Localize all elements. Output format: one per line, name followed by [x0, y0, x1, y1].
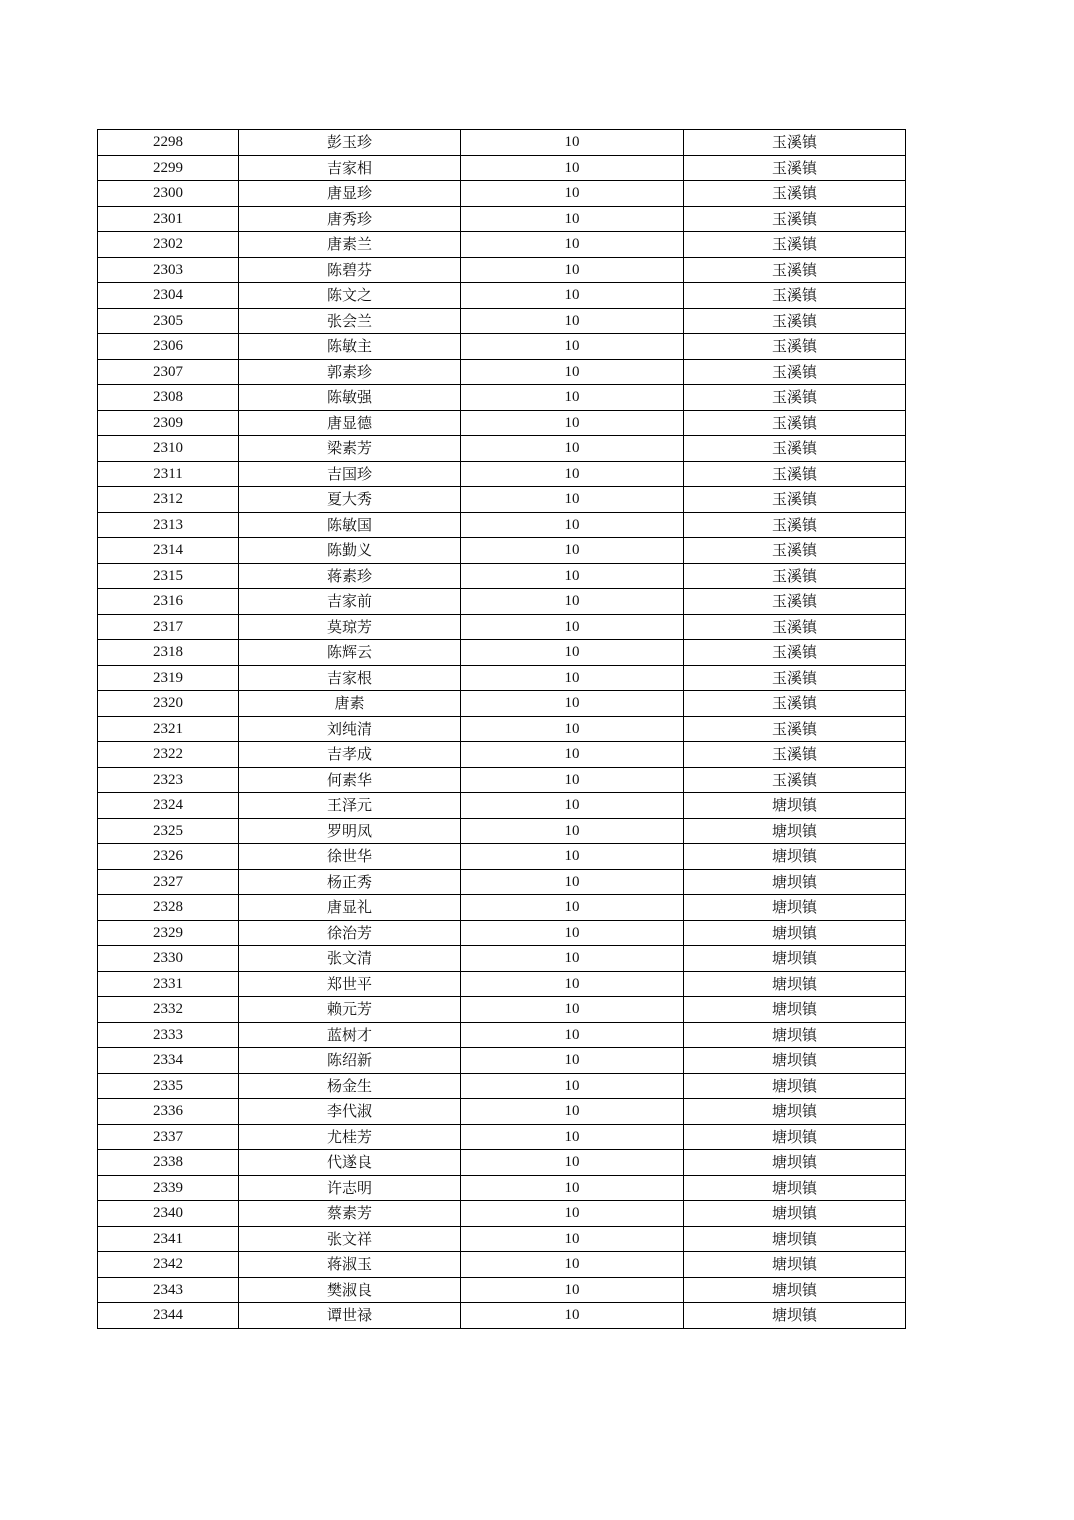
- name-cell: 何素华: [239, 767, 461, 793]
- table-row: [98, 359, 906, 385]
- name-cell: 陈勤义: [239, 538, 461, 564]
- amount-cell: 10: [461, 1124, 684, 1150]
- name-cell: 蓝树才: [239, 1022, 461, 1048]
- town-cell: 塘坝镇: [684, 844, 906, 870]
- name-cell: 吉孝成: [239, 742, 461, 768]
- amount-cell: 10: [461, 334, 684, 360]
- amount-cell: 10: [461, 946, 684, 972]
- amount-cell: 10: [461, 1201, 684, 1227]
- amount-cell: 10: [461, 971, 684, 997]
- town-cell: 塘坝镇: [684, 1277, 906, 1303]
- name-cell: 吉家根: [239, 665, 461, 691]
- table-row: [98, 844, 906, 870]
- town-cell: 塘坝镇: [684, 1252, 906, 1278]
- town-cell: 玉溪镇: [684, 181, 906, 207]
- amount-cell: 10: [461, 1073, 684, 1099]
- record-number-cell: 2342: [98, 1252, 239, 1278]
- town-cell: 塘坝镇: [684, 946, 906, 972]
- amount-cell: 10: [461, 1303, 684, 1329]
- amount-cell: 10: [461, 1150, 684, 1176]
- name-cell: 郭素珍: [239, 359, 461, 385]
- amount-cell: 10: [461, 844, 684, 870]
- amount-cell: 10: [461, 385, 684, 411]
- name-cell: 蒋素珍: [239, 563, 461, 589]
- record-number-cell: 2330: [98, 946, 239, 972]
- table-row: [98, 1099, 906, 1125]
- name-cell: 唐素兰: [239, 232, 461, 258]
- table-row: [98, 334, 906, 360]
- name-cell: 彭玉珍: [239, 130, 461, 156]
- table-row: [98, 512, 906, 538]
- town-cell: 塘坝镇: [684, 895, 906, 921]
- record-number-cell: 2344: [98, 1303, 239, 1329]
- table-row: [98, 1048, 906, 1074]
- name-cell: 刘纯清: [239, 716, 461, 742]
- record-number-cell: 2341: [98, 1226, 239, 1252]
- record-number-cell: 2337: [98, 1124, 239, 1150]
- record-number-cell: 2343: [98, 1277, 239, 1303]
- amount-cell: 10: [461, 181, 684, 207]
- table-row: [98, 1150, 906, 1176]
- name-cell: 陈绍新: [239, 1048, 461, 1074]
- record-number-cell: 2329: [98, 920, 239, 946]
- record-number-cell: 2312: [98, 487, 239, 513]
- table-row: [98, 563, 906, 589]
- record-number-cell: 2335: [98, 1073, 239, 1099]
- record-number-cell: 2299: [98, 155, 239, 181]
- table-row: [98, 1022, 906, 1048]
- name-cell: 唐秀珍: [239, 206, 461, 232]
- town-cell: 玉溪镇: [684, 385, 906, 411]
- amount-cell: 10: [461, 1175, 684, 1201]
- table-row: [98, 410, 906, 436]
- amount-cell: 10: [461, 614, 684, 640]
- name-cell: 郑世平: [239, 971, 461, 997]
- amount-cell: 10: [461, 487, 684, 513]
- record-number-cell: 2318: [98, 640, 239, 666]
- name-cell: 莫琼芳: [239, 614, 461, 640]
- table-row: [98, 436, 906, 462]
- name-cell: 夏大秀: [239, 487, 461, 513]
- table-row: [98, 920, 906, 946]
- name-cell: 李代淑: [239, 1099, 461, 1125]
- amount-cell: 10: [461, 665, 684, 691]
- amount-cell: 10: [461, 308, 684, 334]
- town-cell: 玉溪镇: [684, 461, 906, 487]
- amount-cell: 10: [461, 895, 684, 921]
- record-number-cell: 2317: [98, 614, 239, 640]
- table-row: [98, 308, 906, 334]
- record-number-cell: 2301: [98, 206, 239, 232]
- town-cell: 玉溪镇: [684, 257, 906, 283]
- town-cell: 玉溪镇: [684, 283, 906, 309]
- record-number-cell: 2306: [98, 334, 239, 360]
- town-cell: 玉溪镇: [684, 640, 906, 666]
- name-cell: 陈文之: [239, 283, 461, 309]
- town-cell: 塘坝镇: [684, 1124, 906, 1150]
- town-cell: 玉溪镇: [684, 538, 906, 564]
- table-row: [98, 130, 906, 156]
- name-cell: 陈敏国: [239, 512, 461, 538]
- amount-cell: 10: [461, 1048, 684, 1074]
- amount-cell: 10: [461, 997, 684, 1023]
- record-number-cell: 2327: [98, 869, 239, 895]
- town-cell: 塘坝镇: [684, 818, 906, 844]
- town-cell: 玉溪镇: [684, 359, 906, 385]
- name-cell: 蔡素芳: [239, 1201, 461, 1227]
- name-cell: 蒋淑玉: [239, 1252, 461, 1278]
- name-cell: 唐显德: [239, 410, 461, 436]
- town-cell: 塘坝镇: [684, 1175, 906, 1201]
- record-number-cell: 2336: [98, 1099, 239, 1125]
- name-cell: 张会兰: [239, 308, 461, 334]
- town-cell: 塘坝镇: [684, 1099, 906, 1125]
- amount-cell: 10: [461, 538, 684, 564]
- town-cell: 塘坝镇: [684, 1226, 906, 1252]
- name-cell: 赖元芳: [239, 997, 461, 1023]
- record-number-cell: 2338: [98, 1150, 239, 1176]
- name-cell: 唐素: [239, 691, 461, 717]
- table-row: [98, 1175, 906, 1201]
- town-cell: 塘坝镇: [684, 1303, 906, 1329]
- table-row: [98, 1277, 906, 1303]
- name-cell: 陈辉云: [239, 640, 461, 666]
- name-cell: 张文祥: [239, 1226, 461, 1252]
- town-cell: 玉溪镇: [684, 487, 906, 513]
- town-cell: 玉溪镇: [684, 665, 906, 691]
- name-cell: 罗明凤: [239, 818, 461, 844]
- record-number-cell: 2322: [98, 742, 239, 768]
- table-row: [98, 818, 906, 844]
- table-row: [98, 1201, 906, 1227]
- town-cell: 玉溪镇: [684, 614, 906, 640]
- amount-cell: 10: [461, 793, 684, 819]
- record-number-cell: 2314: [98, 538, 239, 564]
- amount-cell: 10: [461, 130, 684, 156]
- amount-cell: 10: [461, 155, 684, 181]
- amount-cell: 10: [461, 589, 684, 615]
- table-row: [98, 538, 906, 564]
- name-cell: 陈敏主: [239, 334, 461, 360]
- town-cell: 玉溪镇: [684, 155, 906, 181]
- town-cell: 塘坝镇: [684, 1201, 906, 1227]
- amount-cell: 10: [461, 563, 684, 589]
- amount-cell: 10: [461, 359, 684, 385]
- table-row: [98, 589, 906, 615]
- name-cell: 吉国珍: [239, 461, 461, 487]
- table-row: [98, 181, 906, 207]
- amount-cell: 10: [461, 767, 684, 793]
- town-cell: 塘坝镇: [684, 971, 906, 997]
- amount-cell: 10: [461, 818, 684, 844]
- table-row: [98, 257, 906, 283]
- town-cell: 玉溪镇: [684, 691, 906, 717]
- name-cell: 唐显珍: [239, 181, 461, 207]
- name-cell: 尤桂芳: [239, 1124, 461, 1150]
- table-row: [98, 385, 906, 411]
- name-cell: 徐世华: [239, 844, 461, 870]
- name-cell: 樊淑良: [239, 1277, 461, 1303]
- table-row: [98, 997, 906, 1023]
- amount-cell: 10: [461, 283, 684, 309]
- name-cell: 杨正秀: [239, 869, 461, 895]
- amount-cell: 10: [461, 206, 684, 232]
- record-number-cell: 2320: [98, 691, 239, 717]
- table-row: [98, 1073, 906, 1099]
- record-number-cell: 2305: [98, 308, 239, 334]
- town-cell: 塘坝镇: [684, 1150, 906, 1176]
- table-row: [98, 767, 906, 793]
- record-number-cell: 2339: [98, 1175, 239, 1201]
- name-cell: 代遂良: [239, 1150, 461, 1176]
- records-table: [97, 129, 906, 1329]
- table-row: [98, 716, 906, 742]
- record-number-cell: 2333: [98, 1022, 239, 1048]
- record-number-cell: 2310: [98, 436, 239, 462]
- record-number-cell: 2300: [98, 181, 239, 207]
- record-number-cell: 2313: [98, 512, 239, 538]
- record-number-cell: 2340: [98, 1201, 239, 1227]
- table-row: [98, 1252, 906, 1278]
- amount-cell: 10: [461, 1022, 684, 1048]
- town-cell: 玉溪镇: [684, 563, 906, 589]
- record-number-cell: 2308: [98, 385, 239, 411]
- record-number-cell: 2334: [98, 1048, 239, 1074]
- town-cell: 玉溪镇: [684, 436, 906, 462]
- table-row: [98, 232, 906, 258]
- town-cell: 玉溪镇: [684, 512, 906, 538]
- table-row: [98, 665, 906, 691]
- table-row: [98, 640, 906, 666]
- name-cell: 陈碧芬: [239, 257, 461, 283]
- record-number-cell: 2326: [98, 844, 239, 870]
- town-cell: 塘坝镇: [684, 793, 906, 819]
- town-cell: 玉溪镇: [684, 334, 906, 360]
- record-number-cell: 2321: [98, 716, 239, 742]
- table-row: [98, 614, 906, 640]
- name-cell: 梁素芳: [239, 436, 461, 462]
- record-number-cell: 2311: [98, 461, 239, 487]
- table-row: [98, 487, 906, 513]
- record-number-cell: 2304: [98, 283, 239, 309]
- town-cell: 玉溪镇: [684, 206, 906, 232]
- record-number-cell: 2302: [98, 232, 239, 258]
- amount-cell: 10: [461, 1252, 684, 1278]
- table-row: [98, 946, 906, 972]
- town-cell: 玉溪镇: [684, 742, 906, 768]
- table-row: [98, 206, 906, 232]
- record-number-cell: 2332: [98, 997, 239, 1023]
- town-cell: 塘坝镇: [684, 1073, 906, 1099]
- table-row: [98, 1226, 906, 1252]
- town-cell: 塘坝镇: [684, 1048, 906, 1074]
- town-cell: 塘坝镇: [684, 920, 906, 946]
- amount-cell: 10: [461, 1277, 684, 1303]
- table-row: [98, 155, 906, 181]
- amount-cell: 10: [461, 232, 684, 258]
- table-row: [98, 461, 906, 487]
- record-number-cell: 2319: [98, 665, 239, 691]
- record-number-cell: 2307: [98, 359, 239, 385]
- record-number-cell: 2316: [98, 589, 239, 615]
- record-number-cell: 2325: [98, 818, 239, 844]
- amount-cell: 10: [461, 436, 684, 462]
- name-cell: 谭世禄: [239, 1303, 461, 1329]
- name-cell: 许志明: [239, 1175, 461, 1201]
- table-row: [98, 971, 906, 997]
- town-cell: 玉溪镇: [684, 232, 906, 258]
- name-cell: 陈敏强: [239, 385, 461, 411]
- table-row: [98, 1303, 906, 1329]
- record-number-cell: 2323: [98, 767, 239, 793]
- amount-cell: 10: [461, 691, 684, 717]
- amount-cell: 10: [461, 742, 684, 768]
- table-row: [98, 793, 906, 819]
- town-cell: 玉溪镇: [684, 308, 906, 334]
- town-cell: 塘坝镇: [684, 1022, 906, 1048]
- name-cell: 吉家相: [239, 155, 461, 181]
- amount-cell: 10: [461, 640, 684, 666]
- record-number-cell: 2324: [98, 793, 239, 819]
- table-row: [98, 283, 906, 309]
- records-table-body: [98, 130, 906, 1329]
- amount-cell: 10: [461, 1099, 684, 1125]
- amount-cell: 10: [461, 716, 684, 742]
- name-cell: 王泽元: [239, 793, 461, 819]
- table-row: [98, 742, 906, 768]
- name-cell: 杨金生: [239, 1073, 461, 1099]
- amount-cell: 10: [461, 869, 684, 895]
- name-cell: 唐显礼: [239, 895, 461, 921]
- name-cell: 徐治芳: [239, 920, 461, 946]
- amount-cell: 10: [461, 512, 684, 538]
- amount-cell: 10: [461, 410, 684, 436]
- table-row: [98, 691, 906, 717]
- town-cell: 玉溪镇: [684, 716, 906, 742]
- amount-cell: 10: [461, 1226, 684, 1252]
- town-cell: 塘坝镇: [684, 869, 906, 895]
- record-number-cell: 2328: [98, 895, 239, 921]
- name-cell: 吉家前: [239, 589, 461, 615]
- table-row: [98, 1124, 906, 1150]
- table-row: [98, 869, 906, 895]
- amount-cell: 10: [461, 920, 684, 946]
- town-cell: 塘坝镇: [684, 997, 906, 1023]
- record-number-cell: 2309: [98, 410, 239, 436]
- amount-cell: 10: [461, 257, 684, 283]
- town-cell: 玉溪镇: [684, 130, 906, 156]
- name-cell: 张文清: [239, 946, 461, 972]
- record-number-cell: 2303: [98, 257, 239, 283]
- town-cell: 玉溪镇: [684, 767, 906, 793]
- table-row: [98, 895, 906, 921]
- record-number-cell: 2331: [98, 971, 239, 997]
- amount-cell: 10: [461, 461, 684, 487]
- record-number-cell: 2298: [98, 130, 239, 156]
- town-cell: 玉溪镇: [684, 589, 906, 615]
- record-number-cell: 2315: [98, 563, 239, 589]
- town-cell: 玉溪镇: [684, 410, 906, 436]
